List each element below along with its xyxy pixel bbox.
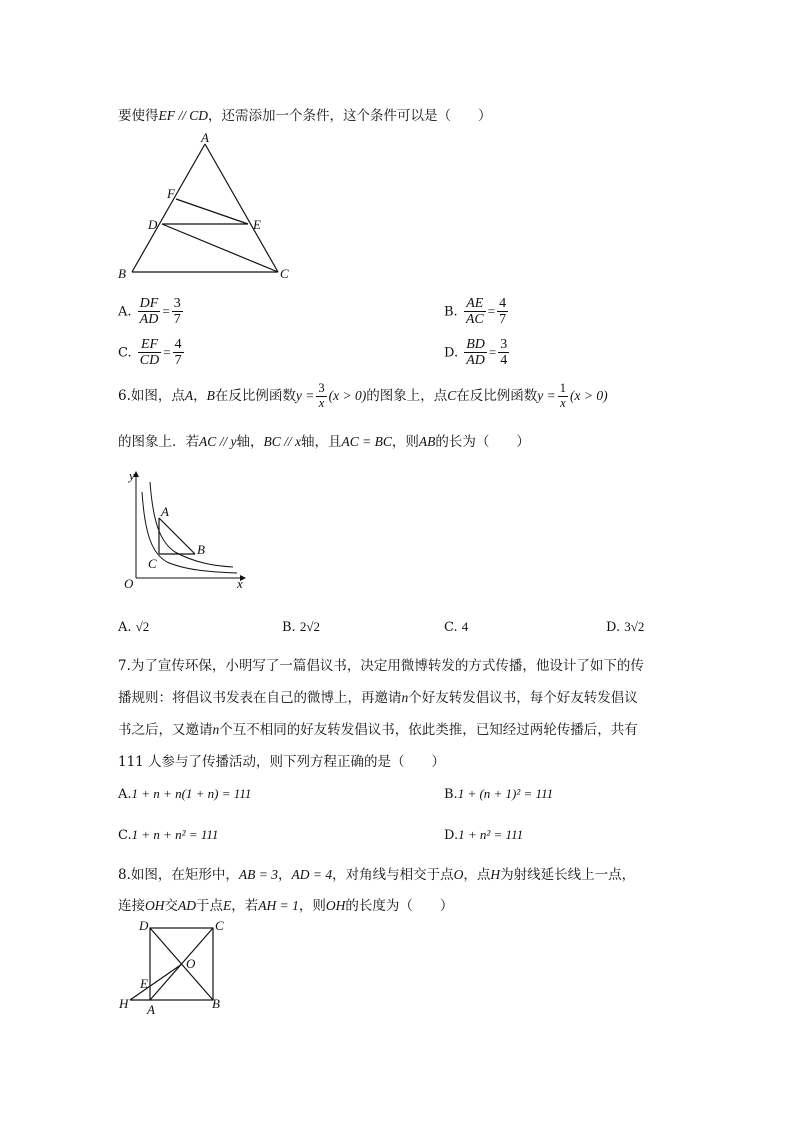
q8-label-H: H [119,996,129,1011]
point-C: C [447,387,457,403]
text: 交 [164,898,178,914]
frac-den: x [318,395,325,410]
q5-option-a[interactable] [118,296,185,328]
cond: AC = BC [341,434,392,449]
q8-label-O: O [186,956,196,971]
option-value: 1 + n + n(1 + n) = 111 [131,786,252,801]
q8-line1 [118,863,678,883]
text: 于点 [196,898,223,914]
segment-AD: AD [178,898,196,913]
q8-label-D: D [139,918,149,933]
option-value: 4 [461,619,469,634]
text: ，点 [463,867,491,883]
q6-label-O: O [124,576,134,591]
frac-num: BD [466,337,485,352]
q6-graph-figure [115,462,255,592]
q7-line4: 111 人参与了传播活动，则下列方程正确的是（ ） [118,754,446,770]
point-E: E [223,898,232,913]
line-HO [130,964,182,1000]
point-A: A [184,387,194,403]
frac-den: AD [139,312,159,328]
text: 在反比例函数 [214,387,296,404]
text: ， [278,867,292,883]
option-label: B. [282,620,296,635]
text: 6.如图，点 [118,387,185,404]
frac-num: DF [139,296,159,311]
q8-label-A: A [147,1002,155,1016]
option-label: D. [606,620,621,635]
q7-option-c[interactable] [118,827,218,843]
frac-den: x [560,395,566,410]
option-label: B. [444,304,458,320]
text: 书之后，又邀请 [118,722,213,738]
q6-option-c[interactable] [444,619,468,635]
text: 连接 [118,898,145,914]
q7-line2 [118,686,678,706]
q6-option-d[interactable] [606,619,644,635]
q6-option-a[interactable] [118,619,149,635]
q5-label-B: B [118,266,126,281]
frac-num: 3 [318,381,325,395]
text: 的长为（ ） [435,434,530,450]
q6-option-b[interactable] [282,619,320,635]
option-label: A. [118,620,132,635]
frac-den: 7 [174,353,182,369]
q6-label-C: C [148,556,157,571]
option-label: B. [444,787,458,802]
option-label: C. [444,620,458,635]
frac-num: EF [138,337,161,353]
text: 为射线延长线上一点， [500,867,636,883]
q5-label-F: F [167,186,175,201]
segment-OH: OH [145,898,165,913]
q7-option-b[interactable] [444,786,553,802]
var-n: n [401,690,409,705]
text: 轴， [236,434,264,450]
q5-option-b[interactable] [444,296,510,328]
line-AB [132,144,205,272]
eq-sign: = [163,344,171,360]
domain: (x > 0) [569,387,608,403]
text: 轴，且 [301,434,342,450]
cond: BC // x [263,434,301,449]
y-eq: y = [537,387,556,403]
point-B: B [206,387,215,403]
line-AB [159,518,195,554]
q6-label-y: y [129,468,135,483]
q5-option-c[interactable] [118,337,186,369]
cond: AH = 1 [258,898,299,913]
q6-label-B: B [197,542,205,557]
q5-label-E: E [253,217,261,232]
frac-num: 3 [173,296,181,311]
eq-sign: = [487,303,496,319]
option-value: 3√2 [624,619,645,634]
text: ，若 [231,898,259,914]
text: 个互不相同的好友转发倡议书，依此类推，已知经过两轮传播后，共有 [219,722,638,738]
text: 的图象上．若 [118,434,199,450]
q5-stem-math: EF // CD [158,108,208,123]
q5-label-A: A [201,132,209,145]
option-value: √2 [135,619,150,634]
option-value: 1 + n + n² = 111 [131,827,219,842]
q5-label-D: D [148,217,158,232]
frac-den: 7 [499,312,507,328]
q7-line1: 7.为了宣传环保，小明写了一篇倡议书，决定用微博转发的方式传播，他设计了如下的传 [118,658,644,674]
text: 个好友转发倡议书，每个好友转发倡议 [408,690,638,706]
text: 播规则：将倡议书发表在自己的微博上，再邀请 [118,690,402,706]
point-H: H [490,867,501,882]
q5-stem [118,104,492,124]
frac-num: AE [464,296,486,312]
segment-OH: OH [325,898,346,913]
q6-label-x: x [237,576,243,591]
cond: AB = 3 [238,867,278,882]
q6-label-A: A [161,504,169,519]
q7-line3 [118,718,678,738]
line-FE [176,199,248,224]
option-label: C. [118,828,132,843]
q7-option-d[interactable] [444,827,523,843]
text: ，则 [391,434,419,450]
text: 的图象上，点 [366,387,448,404]
cond: AC // y [199,434,237,449]
q5-stem-pre: 要使得 [118,108,159,124]
text: ，对角线与相交于点 [332,867,454,883]
line-AC [205,144,278,272]
y-eq: y = [295,387,315,403]
q8-label-E: E [140,976,148,991]
text: 8.如图，在矩形中， [118,867,239,883]
q8-rectangle-figure [112,916,232,1016]
var-n: n [212,722,220,737]
option-label: C. [118,345,132,361]
frac-den: 7 [173,312,181,328]
domain: (x > 0) [328,387,367,403]
frac-num: 4 [174,337,182,352]
eq-sign: = [488,344,497,360]
text: ， [193,387,207,404]
frac-den: AC [465,312,484,328]
frac-num: 3 [500,337,508,352]
frac-num: 4 [499,296,507,311]
eq-sign: = [162,303,170,319]
q7-option-a[interactable] [118,786,251,802]
cond: AD = 4 [291,867,333,882]
frac-den: 4 [500,353,508,369]
q8-line2 [118,894,678,914]
q5-option-d[interactable] [444,337,511,369]
option-value: 1 + (n + 1)² = 111 [457,786,554,801]
frac-den: AD [466,353,485,369]
frac-num: 1 [559,381,566,395]
q8-label-C: C [215,918,224,933]
text: 在反比例函数 [456,387,538,404]
q5-label-C: C [280,266,289,281]
segment-AB: AB [418,434,436,449]
option-value: 1 + n² = 111 [458,827,524,842]
q6-line1 [118,382,608,411]
q5-triangle-figure [110,132,300,282]
q6-line2 [118,430,530,450]
frac-den: CD [139,353,160,369]
q5-stem-post: ，还需添加一个条件，这个条件可以是（ ） [208,108,492,124]
point-O: O [453,867,464,882]
option-label: A. [118,787,132,802]
option-label: A. [118,304,132,320]
option-label: D. [444,345,459,361]
q8-label-B: B [212,996,220,1011]
option-label: D. [444,828,459,843]
text: ，则 [298,898,326,914]
option-value: 2√2 [299,619,320,634]
text: 的长度为（ ） [345,898,454,914]
